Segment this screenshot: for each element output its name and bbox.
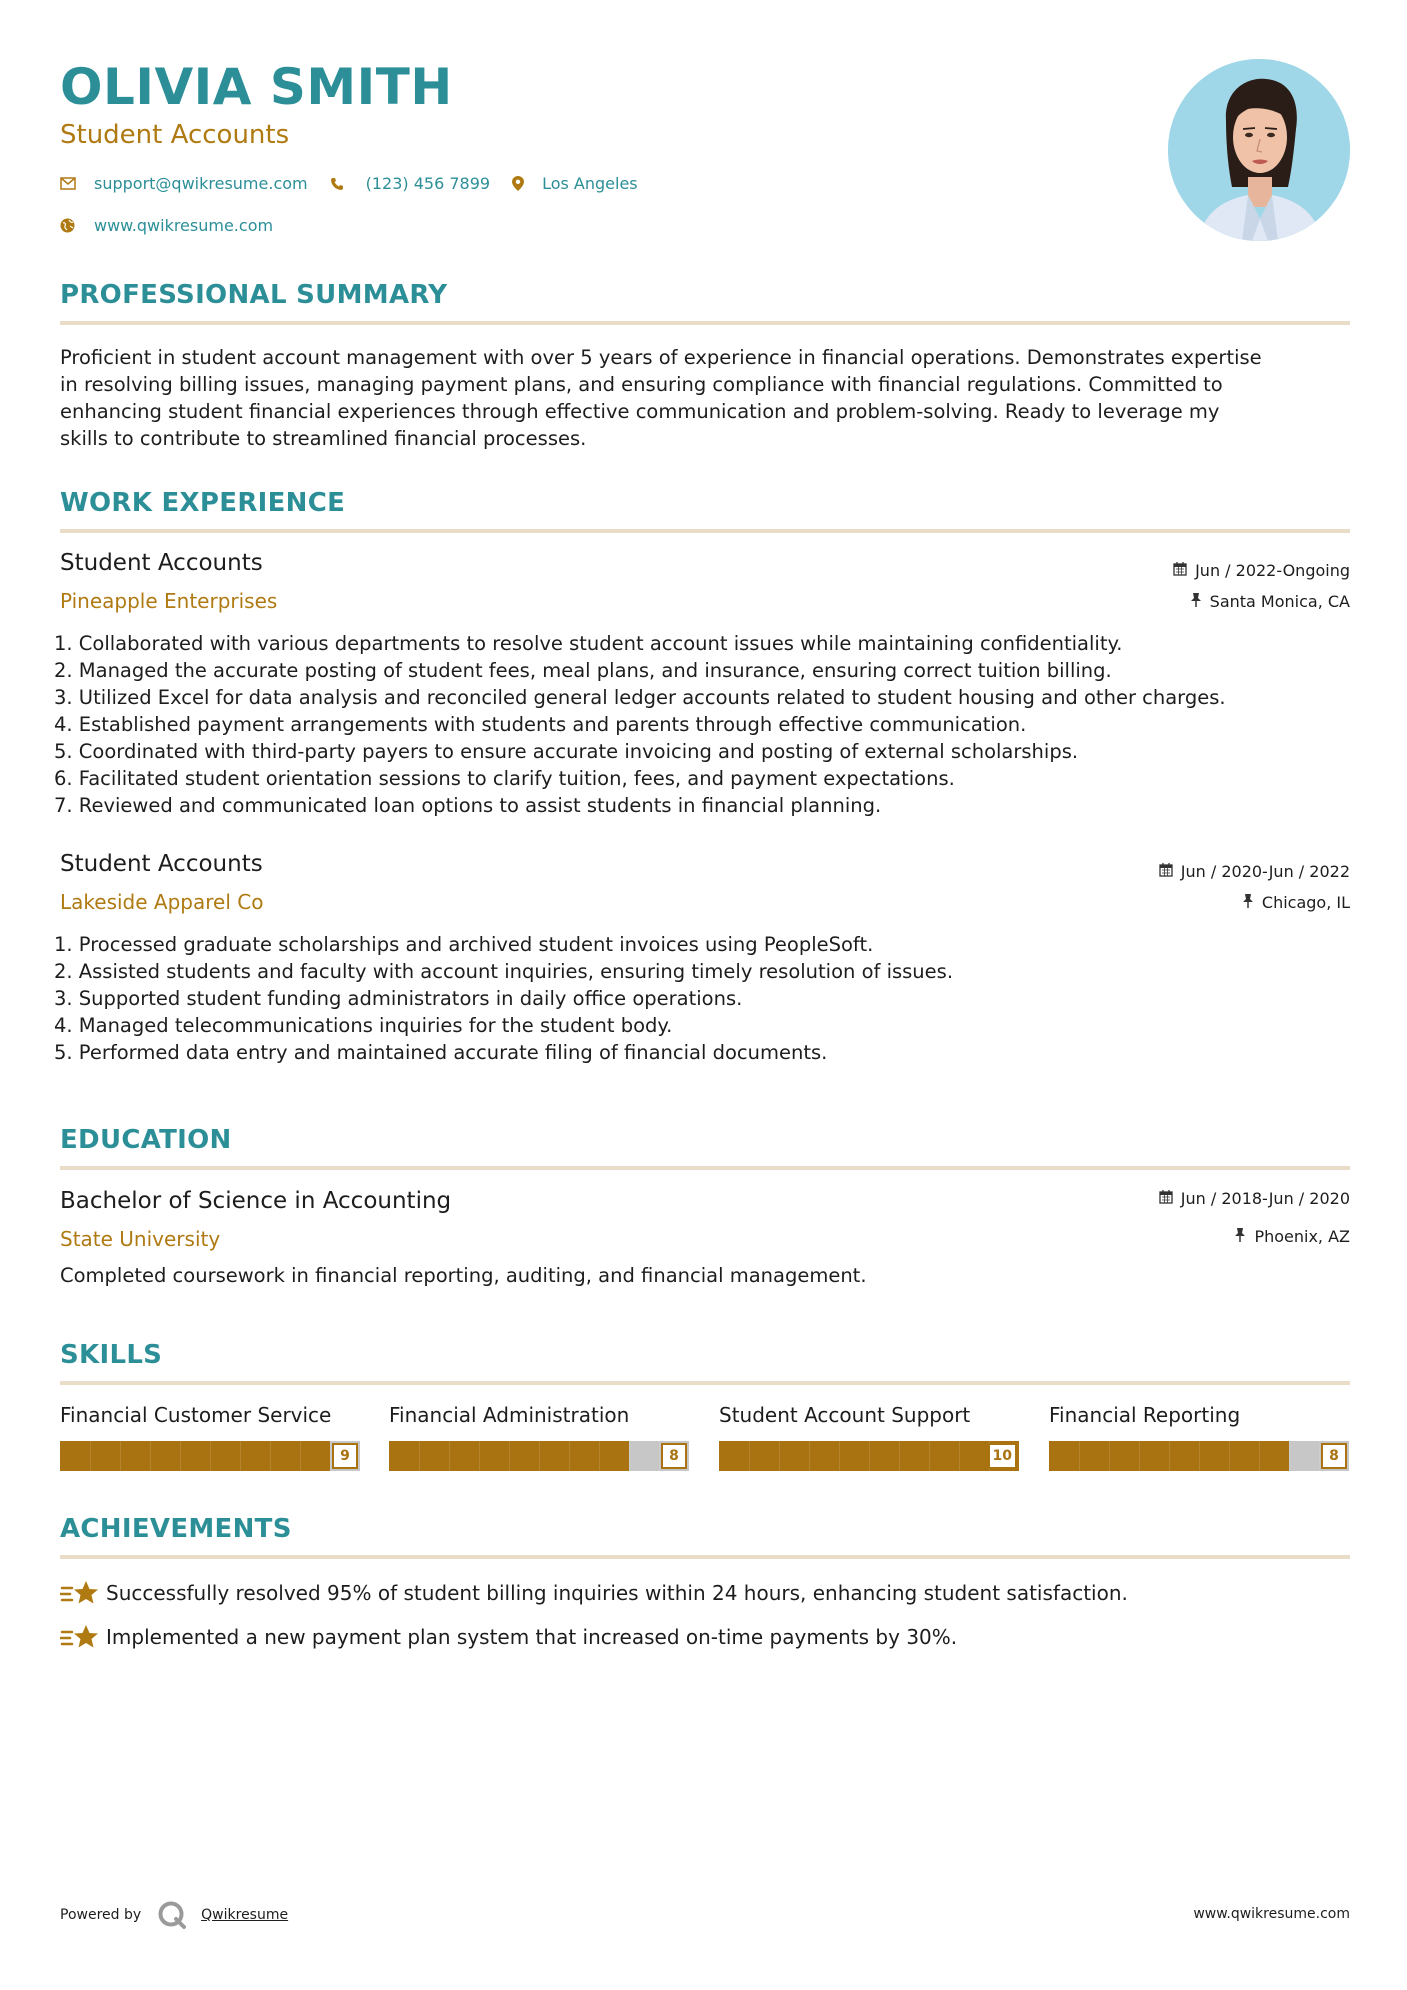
job-bullets xyxy=(54,931,1354,1066)
skill-segment-divider xyxy=(1319,1441,1320,1471)
summary-divider xyxy=(60,321,1350,325)
list-item: 1. Collaborated with various departments to resolve student account issues while maintaining confidentiality. xyxy=(54,632,1123,655)
email-text: support@qwikresume.com xyxy=(94,174,308,193)
skill-segment-divider xyxy=(1109,1441,1110,1471)
skill-segment-divider xyxy=(809,1441,810,1471)
phone-icon xyxy=(330,177,366,191)
school-name: State University xyxy=(60,1227,221,1251)
job-bullets xyxy=(54,630,1354,819)
skill-segment-divider xyxy=(1229,1441,1230,1471)
job-title: Student Accounts xyxy=(60,550,263,576)
skill-segment-divider xyxy=(180,1441,181,1471)
education-divider xyxy=(60,1166,1350,1170)
calendar-icon xyxy=(1159,863,1173,881)
dates-text: Jun / 2022-Ongoing xyxy=(1195,561,1350,580)
powered-by-label: Powered by xyxy=(60,1907,142,1923)
candidate-title: Student Accounts xyxy=(60,120,290,150)
skill-segment-divider xyxy=(449,1441,450,1471)
map-pin-icon xyxy=(512,176,542,191)
experience-divider xyxy=(60,529,1350,533)
skill-level-bar xyxy=(389,1441,689,1471)
location-text: Santa Monica, CA xyxy=(1209,592,1350,611)
skill-segment-divider xyxy=(569,1441,570,1471)
achievement-text: Implemented a new payment plan system that increased on-time payments by 30%. xyxy=(106,1625,958,1649)
website-text: www.qwikresume.com xyxy=(94,216,274,235)
candidate-name: OLIVIA SMITH xyxy=(60,58,453,116)
summary-heading: PROFESSIONAL SUMMARY xyxy=(60,280,448,310)
skill-segment-divider xyxy=(779,1441,780,1471)
skill-segment-divider xyxy=(1259,1441,1260,1471)
star-achievement-icon xyxy=(60,1578,104,1608)
experience-heading: WORK EXPERIENCE xyxy=(60,488,346,518)
dates-text: Jun / 2018-Jun / 2020 xyxy=(1180,1189,1350,1208)
contact-website[interactable] xyxy=(60,216,273,235)
job-location xyxy=(1242,893,1350,912)
skill-segment-divider xyxy=(1079,1441,1080,1471)
achievement-text: Successfully resolved 95% of student billing inquiries within 24 hours, enhancing student satisfaction. xyxy=(106,1581,1128,1605)
skill-level-bar xyxy=(1049,1441,1349,1471)
calendar-icon xyxy=(1159,1190,1173,1208)
pushpin-icon xyxy=(1190,592,1202,611)
calendar-icon xyxy=(1173,562,1187,580)
pushpin-icon xyxy=(1242,893,1254,912)
list-item: 5. Performed data entry and maintained accurate filing of financial documents. xyxy=(54,1041,828,1064)
list-item: 5. Coordinated with third-party payers to ensure accurate invoicing and posting of external scholarships. xyxy=(54,740,1079,763)
skill-segment-divider xyxy=(599,1441,600,1471)
dates-text: Jun / 2020-Jun / 2022 xyxy=(1180,862,1350,881)
achievement-item xyxy=(60,1578,1128,1608)
skill-segment-divider xyxy=(959,1441,960,1471)
summary-text xyxy=(60,344,1350,452)
skill-level-badge: 8 xyxy=(1321,1443,1347,1469)
contact-email[interactable] xyxy=(60,174,308,193)
skill-level-bar xyxy=(60,1441,360,1471)
skill-level-badge: 10 xyxy=(988,1443,1017,1469)
contact-row xyxy=(60,174,660,193)
skill-segment-divider xyxy=(300,1441,301,1471)
list-item: 7. Reviewed and communicated loan options to assist students in financial planning. xyxy=(54,794,882,817)
degree-title: Bachelor of Science in Accounting xyxy=(60,1188,452,1214)
skills-divider xyxy=(60,1381,1350,1385)
list-item: 4. Managed telecommunications inquiries for the student body. xyxy=(54,1014,673,1037)
skill-segment-divider xyxy=(150,1441,151,1471)
star-achievement-icon xyxy=(60,1622,104,1652)
education-dates xyxy=(1159,1189,1350,1208)
location-text: Chicago, IL xyxy=(1261,893,1350,912)
skill-segment-divider xyxy=(1169,1441,1170,1471)
list-item: 1. Processed graduate scholarships and archived student invoices using PeopleSoft. xyxy=(54,933,874,956)
skills-heading: SKILLS xyxy=(60,1340,163,1370)
skill-segment-divider xyxy=(479,1441,480,1471)
skill-segment-divider xyxy=(120,1441,121,1471)
list-item: 3. Utilized Excel for data analysis and reconciled general ledger accounts related to student housing and other charges. xyxy=(54,686,1226,709)
skill-segment-divider xyxy=(839,1441,840,1471)
envelope-icon xyxy=(60,177,94,190)
skill-label: Student Account Support xyxy=(719,1403,971,1427)
job-title: Student Accounts xyxy=(60,851,263,877)
qwikresume-link[interactable]: Qwikresume xyxy=(201,1907,289,1923)
skill-level-bar xyxy=(719,1441,1019,1471)
skill-segment-divider xyxy=(240,1441,241,1471)
skill-segment-divider xyxy=(929,1441,930,1471)
skill-segment-divider xyxy=(749,1441,750,1471)
company-name: Lakeside Apparel Co xyxy=(60,890,264,914)
skill-label: Financial Customer Service xyxy=(60,1403,332,1427)
skill-segment-divider xyxy=(869,1441,870,1471)
job-dates xyxy=(1173,561,1350,580)
location-text: Phoenix, AZ xyxy=(1254,1227,1350,1246)
globe-icon xyxy=(60,218,94,233)
skill-segment-divider xyxy=(899,1441,900,1471)
phone-text: (123) 456 7899 xyxy=(365,174,491,193)
education-location xyxy=(1234,1227,1350,1246)
skill-level-fill xyxy=(60,1441,330,1471)
contact-phone[interactable] xyxy=(330,174,490,193)
achievement-item xyxy=(60,1622,957,1652)
skill-label: Financial Reporting xyxy=(1049,1403,1241,1427)
skill-segment-divider xyxy=(509,1441,510,1471)
skill-segment-divider xyxy=(270,1441,271,1471)
skill-segment-divider xyxy=(659,1441,660,1471)
qwikresume-logo-icon xyxy=(157,1900,187,1930)
profile-photo xyxy=(1168,59,1350,241)
skill-segment-divider xyxy=(330,1441,331,1471)
list-item: 2. Assisted students and faculty with account inquiries, ensuring timely resolution of issues. xyxy=(54,960,954,983)
achievements-divider xyxy=(60,1555,1350,1559)
skill-segment-divider xyxy=(210,1441,211,1471)
skill-level-badge: 9 xyxy=(332,1443,358,1469)
skill-level-badge: 8 xyxy=(661,1443,687,1469)
list-item: 2. Managed the accurate posting of student fees, meal plans, and insurance, ensuring correct tuition billing. xyxy=(54,659,1112,682)
education-description: Completed coursework in financial reporting, auditing, and financial management. xyxy=(60,1264,867,1287)
summary-line: Proficient in student account management with over 5 years of experience in financial operations. Demonstrates expertise xyxy=(60,346,1262,369)
skill-segment-divider xyxy=(1199,1441,1200,1471)
list-item: 4. Established payment arrangements with students and parents through effective communication. xyxy=(54,713,1027,736)
portrait-image xyxy=(1168,59,1350,241)
list-item: 3. Supported student funding administrators in daily office operations. xyxy=(54,987,743,1010)
skill-segment-divider xyxy=(1289,1441,1290,1471)
job-location xyxy=(1190,592,1350,611)
contact-location xyxy=(512,174,638,193)
education-heading: EDUCATION xyxy=(60,1125,232,1155)
footer-url[interactable]: www.qwikresume.com xyxy=(1193,1906,1350,1922)
skill-segment-divider xyxy=(419,1441,420,1471)
skill-segment-divider xyxy=(90,1441,91,1471)
pushpin-icon xyxy=(1234,1227,1246,1246)
footer-powered-by xyxy=(60,1900,288,1930)
summary-line: skills to contribute to streamlined financial processes. xyxy=(60,427,587,450)
job-dates xyxy=(1159,862,1350,881)
skill-segment-divider xyxy=(1139,1441,1140,1471)
list-item: 6. Facilitated student orientation sessions to clarify tuition, fees, and payment expectations. xyxy=(54,767,955,790)
company-name: Pineapple Enterprises xyxy=(60,589,278,613)
skill-label: Financial Administration xyxy=(389,1403,630,1427)
summary-line: enhancing student financial experiences through effective communication and problem-solving. Ready to leverage my xyxy=(60,400,1220,423)
skill-segment-divider xyxy=(629,1441,630,1471)
location-text: Los Angeles xyxy=(542,174,638,193)
summary-line: in resolving billing issues, managing payment plans, and ensuring compliance with financial regulations. Committed to xyxy=(60,373,1223,396)
achievements-heading: ACHIEVEMENTS xyxy=(60,1514,292,1544)
skill-segment-divider xyxy=(539,1441,540,1471)
